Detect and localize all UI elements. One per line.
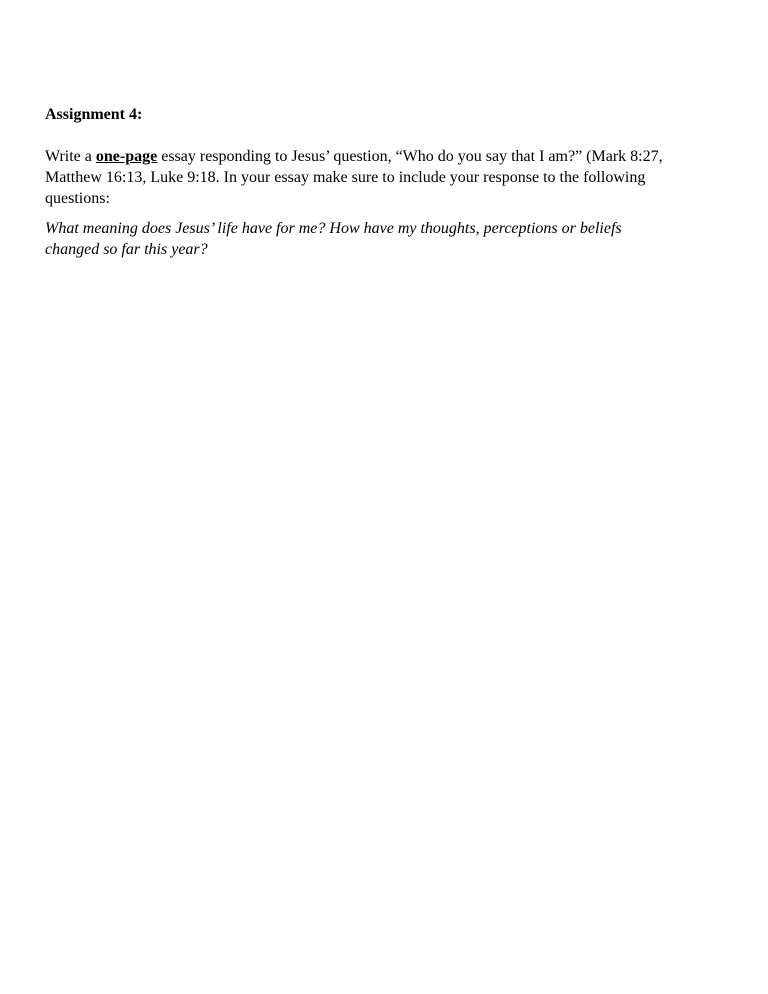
instruction-line-3: questions: bbox=[45, 190, 110, 207]
question-line-1: What meaning does Jesus’ life have for me? How have my thoughts, perceptions or beliefs bbox=[45, 220, 622, 237]
assignment-heading: Assignment 4: bbox=[45, 106, 143, 123]
instruction-line-2: Matthew 16:13, Luke 9:18. In your essay make sure to include your response to the following bbox=[45, 169, 646, 186]
question-line-2: changed so far this year? bbox=[45, 241, 208, 258]
one-page-emphasis: one-page bbox=[95, 148, 158, 165]
document-content bbox=[45, 104, 735, 260]
instruction-prefix: Write a bbox=[45, 148, 96, 165]
instruction-line-1: essay responding to Jesus’ question, “Who do you say that I am?” (Mark 8:27, bbox=[157, 148, 663, 165]
questions-paragraph bbox=[45, 218, 735, 260]
instruction-paragraph bbox=[45, 146, 735, 209]
